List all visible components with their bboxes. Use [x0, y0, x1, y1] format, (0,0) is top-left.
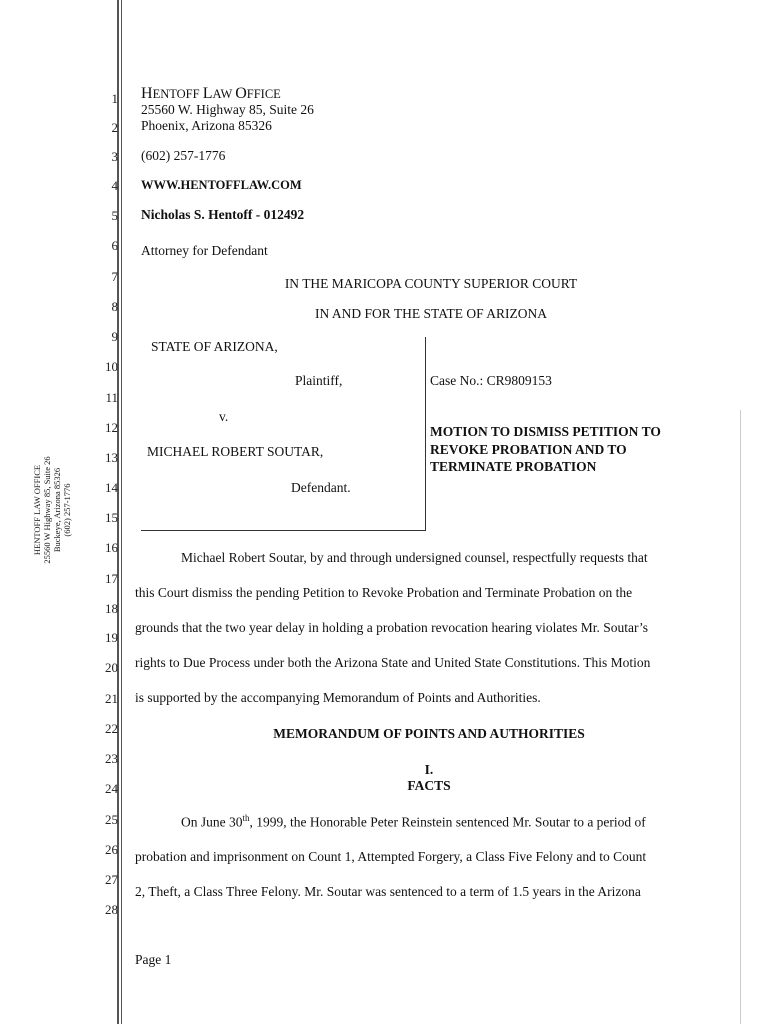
motion-title-line: MOTION TO DISMISS PETITION TO: [430, 424, 661, 439]
firm-name-part: ENTOFF: [152, 87, 203, 101]
defendant-label: Defendant.: [291, 480, 351, 495]
line-number: 15: [105, 510, 118, 525]
line-number: 26: [105, 842, 118, 857]
sidebar-address: 25560 W Highway 85, Suite 26: [42, 456, 52, 564]
line-number: 16: [105, 540, 118, 555]
firm-initial: L: [202, 85, 213, 102]
line-number: 18: [105, 601, 118, 616]
facts-text: On June 30: [181, 814, 243, 830]
body-line: this Court dismiss the pending Petition to Revoke Probation and Terminate Probation on the: [135, 585, 633, 600]
line-number: 10: [105, 359, 118, 374]
line-number: 13: [105, 450, 118, 465]
line-number: 2: [111, 120, 118, 135]
right-margin-rule: [740, 410, 741, 1024]
line-number: 5: [111, 208, 118, 223]
firm-city: Phoenix, Arizona 85326: [141, 118, 272, 133]
line-number: 19: [105, 630, 118, 645]
firm-name-part: FFICE: [246, 87, 281, 101]
firm-initial: H: [141, 85, 153, 102]
line-number: 25: [105, 812, 118, 827]
line-number: 8: [111, 299, 118, 314]
firm-initial: O: [235, 85, 247, 102]
firm-phone: (602) 257-1776: [141, 148, 226, 163]
memo-heading: MEMORANDUM OF POINTS AND AUTHORITIES: [273, 726, 585, 741]
line-number: 21: [105, 691, 118, 706]
court-line-2: IN AND FOR THE STATE OF ARIZONA: [315, 306, 547, 321]
line-number: 20: [105, 660, 118, 675]
firm-website: WWW.HENTOFFLAW.COM: [141, 178, 302, 192]
line-number: 17: [105, 571, 118, 586]
body-line: is supported by the accompanying Memorandum of Points and Authorities.: [135, 690, 541, 705]
plaintiff-name: STATE OF ARIZONA,: [151, 339, 278, 354]
line-number: 24: [105, 781, 118, 796]
body-line: Michael Robert Soutar, by and through undersigned counsel, respectfully requests that: [181, 550, 648, 565]
facts-text: , 1999, the Honorable Peter Reinstein sentenced Mr. Soutar to a period of: [249, 814, 646, 830]
firm-address: 25560 W. Highway 85, Suite 26: [141, 102, 314, 117]
motion-title-line: REVOKE PROBATION AND TO: [430, 441, 627, 457]
attorney-role: Attorney for Defendant: [141, 243, 268, 258]
caption-divider-horizontal: [141, 530, 426, 531]
line-number: 3: [111, 149, 118, 164]
sidebar-phone: (602) 257-1776: [62, 483, 72, 537]
body-line: rights to Due Process under both the Arizona State and United State Constitutions. This Motion: [135, 655, 651, 670]
case-number: Case No.: CR9809153: [430, 373, 552, 388]
line-number: 12: [105, 420, 118, 435]
section-number: I.: [424, 762, 434, 777]
court-line-1: IN THE MARICOPA COUNTY SUPERIOR COURT: [284, 276, 578, 291]
line-number: 27: [105, 872, 118, 887]
facts-superscript: th: [242, 813, 250, 823]
attorney-name: Nicholas S. Hentoff - 012492: [141, 207, 305, 222]
firm-sidebar: [32, 456, 72, 563]
defendant-name: MICHAEL ROBERT SOUTAR,: [147, 444, 324, 459]
versus-label: v.: [219, 409, 229, 424]
left-margin-rule-inner: [121, 0, 122, 1024]
line-number: 7: [111, 269, 118, 284]
sidebar-city: Buckeye, Arizona 85326: [52, 467, 62, 553]
firm-name: [141, 85, 281, 103]
facts-line: [181, 813, 646, 831]
line-number: 1: [111, 91, 118, 106]
sidebar-firm: HENTOFF LAW OFFICE: [32, 464, 42, 556]
page-number: Page 1: [135, 952, 172, 967]
motion-title-line: TERMINATE PROBATION: [430, 459, 597, 474]
line-number: 4: [111, 178, 118, 193]
line-number: 11: [105, 390, 118, 405]
line-number: 23: [105, 751, 118, 766]
line-number: 14: [105, 480, 118, 495]
facts-line: probation and imprisonment on Count 1, Attempted Forgery, a Class Five Felony and to Count: [135, 849, 647, 864]
line-number: 6: [111, 238, 118, 253]
caption-divider-vertical: [425, 337, 426, 530]
section-title: FACTS: [407, 778, 451, 793]
firm-name-part: AW: [212, 87, 236, 101]
line-number: 22: [105, 721, 118, 736]
facts-line: 2, Theft, a Class Three Felony. Mr. Soutar was sentenced to a term of 1.5 years in the Arizona: [135, 884, 641, 899]
line-number: 28: [105, 902, 118, 917]
line-number: 9: [111, 329, 118, 344]
body-line: grounds that the two year delay in holding a probation revocation hearing violates Mr. Soutar’s: [135, 620, 649, 635]
plaintiff-label: Plaintiff,: [295, 373, 343, 388]
motion-title: [430, 423, 661, 476]
